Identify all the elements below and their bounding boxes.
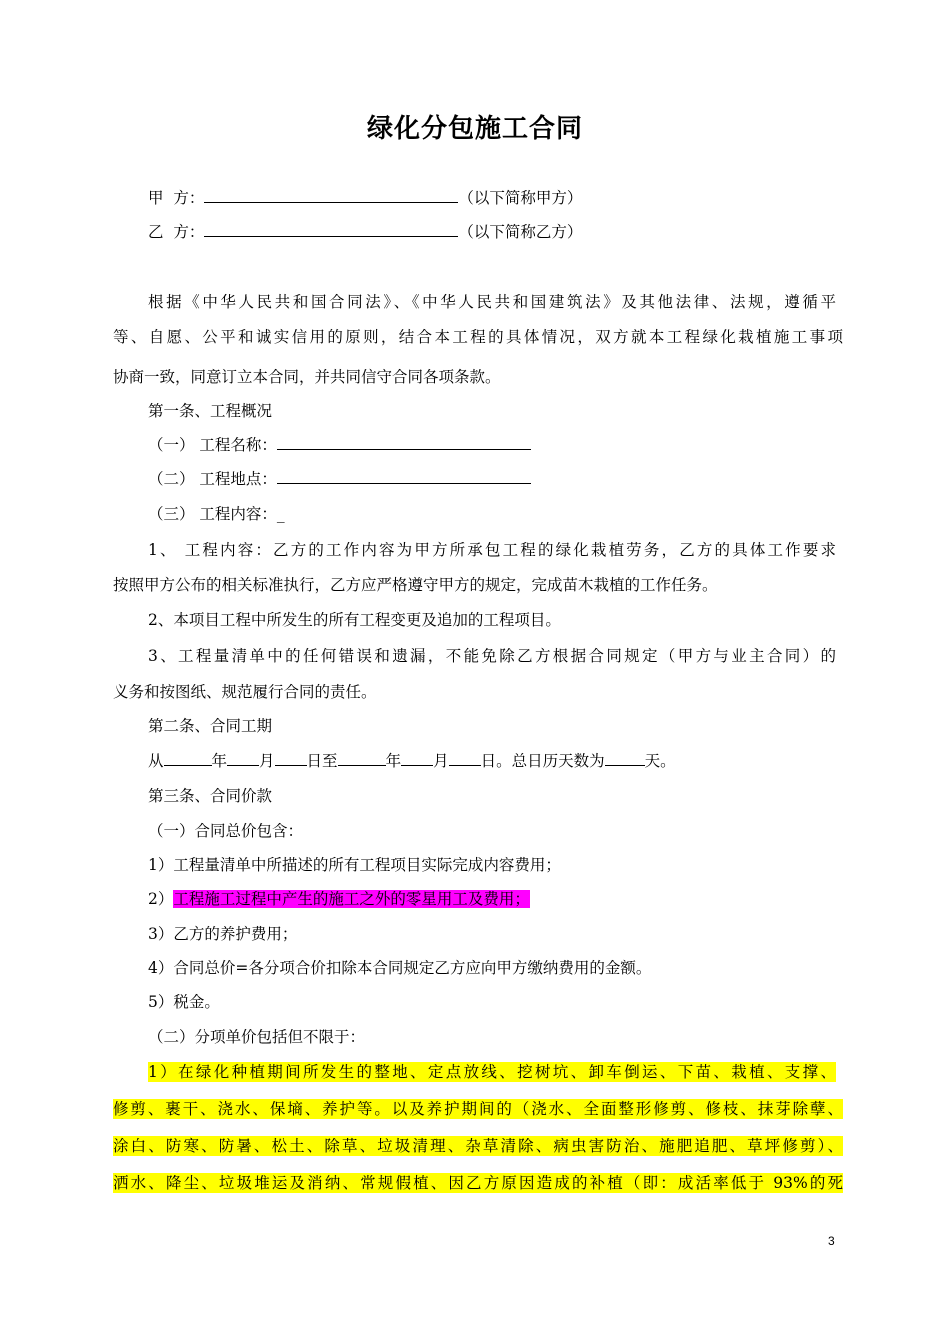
page-number: 3	[828, 1234, 835, 1248]
party-b-note: （以下简称乙方）	[458, 223, 583, 241]
intro-line-1: 根据《中华人民共和国合同法》、《中华人民共和国建筑法》及其他法律、法规，遵循平	[148, 293, 836, 311]
unit-price-line-1-text: 1）在绿化种植期间所发生的整地、定点放线、挖树坑、卸车倒运、下苗、栽植、支撑、	[148, 1063, 836, 1081]
intro-line-2: 等、自愿、公平和诚实信用的原则，结合本工程的具体情况，双方就本工程绿化栽植施工事项	[113, 328, 843, 346]
party-a-line	[148, 188, 848, 208]
duration-month-2: 月	[433, 752, 449, 770]
party-b-label: 乙 方：	[148, 223, 205, 241]
price-item-4: 4）合同总价=各分项合价扣除本合同规定乙方应向甲方缴纳费用的金额。	[148, 959, 652, 977]
end-year-blank	[338, 751, 386, 766]
price-item-3: 3）乙方的养护费用；	[148, 925, 298, 943]
start-day-blank	[275, 751, 307, 766]
price-item-2	[148, 889, 848, 909]
start-year-blank	[164, 751, 212, 766]
price-item-5: 5）税金。	[148, 993, 220, 1011]
unit-price-line-4	[113, 1173, 843, 1193]
intro-line-3: 协商一致，同意订立本合同，并共同信守合同各项条款。	[113, 368, 501, 386]
end-day-blank	[449, 751, 481, 766]
unit-price-line-1	[148, 1062, 836, 1082]
project-location-label: （二） 工程地点：	[148, 470, 277, 488]
item1-line-1: 1、 工程内容：乙方的工作内容为甲方所承包工程的绿化栽植劳务，乙方的具体工作要求	[148, 541, 836, 559]
project-name-line	[148, 435, 848, 455]
party-a-label: 甲 方：	[148, 189, 205, 207]
price-item-1: 1）工程量清单中所描述的所有工程项目实际完成内容费用；	[148, 856, 561, 874]
duration-year-2: 年	[385, 752, 402, 770]
start-month-blank	[227, 751, 259, 766]
article2-heading: 第二条、合同工期	[148, 717, 273, 735]
unit-price-line-3-text: 涂白、防寒、防暑、松土、除草、垃圾清理、杂草清除、病虫害防治、施肥追肥、草坪修剪）、	[113, 1137, 843, 1155]
project-location-line	[148, 469, 848, 489]
unit-price-line-3	[113, 1136, 843, 1156]
duration-year-1: 年	[211, 752, 228, 770]
end-month-blank	[401, 751, 433, 766]
unit-price-subheading: （二）分项单价包括但不限于：	[148, 1028, 366, 1046]
unit-price-line-2-text: 修剪、裹干、浇水、保墒、养护等。以及养护期间的（浇水、全面整形修剪、修枝、抹芽除孽、	[113, 1100, 843, 1118]
party-a-blank	[204, 188, 458, 203]
duration-days: 天。	[644, 752, 676, 770]
unit-price-line-2	[113, 1099, 843, 1119]
duration-month-1: 月	[259, 752, 275, 770]
unit-price-line-4-text: 洒水、降尘、垃圾堆运及消纳、常规假植、因乙方原因造成的补植（即：成活率低于 93%的死	[113, 1174, 843, 1192]
project-content-line: （三） 工程内容：_	[148, 505, 285, 523]
item2-line: 2、本项目工程中所发生的所有工程变更及追加的工程项目。	[148, 611, 561, 629]
article3-heading: 第三条、合同价款	[148, 787, 273, 805]
party-b-blank	[204, 222, 458, 237]
item3-line-2: 义务和按图纸、规范履行合同的责任。	[113, 683, 377, 701]
duration-from: 从	[148, 752, 164, 770]
price-item-2-number: 2）	[148, 890, 174, 908]
item1-line-2: 按照甲方公布的相关标准执行，乙方应严格遵守甲方的规定，完成苗木栽植的工作任务。	[113, 576, 718, 594]
price-item-2-highlighted-text: 工程施工过程中产生的施工之外的零星用工及费用；	[173, 890, 530, 908]
total-price-subheading: （一）合同总价包含：	[148, 822, 304, 840]
party-a-note: （以下简称甲方）	[458, 189, 583, 207]
article1-heading: 第一条、工程概况	[148, 402, 273, 420]
project-name-blank	[277, 435, 531, 450]
project-location-blank	[277, 469, 531, 484]
duration-day-total: 日。总日历天数为	[480, 752, 605, 770]
item3-line-1: 3、工程量清单中的任何错误和遗漏，不能免除乙方根据合同规定（甲方与业主合同）的	[148, 647, 836, 665]
duration-day-to: 日至	[306, 752, 338, 770]
project-name-label: （一） 工程名称：	[148, 436, 277, 454]
total-days-blank	[605, 751, 645, 766]
duration-line	[148, 751, 848, 771]
party-b-line	[148, 222, 848, 242]
document-title: 绿化分包施工合同	[366, 114, 583, 144]
